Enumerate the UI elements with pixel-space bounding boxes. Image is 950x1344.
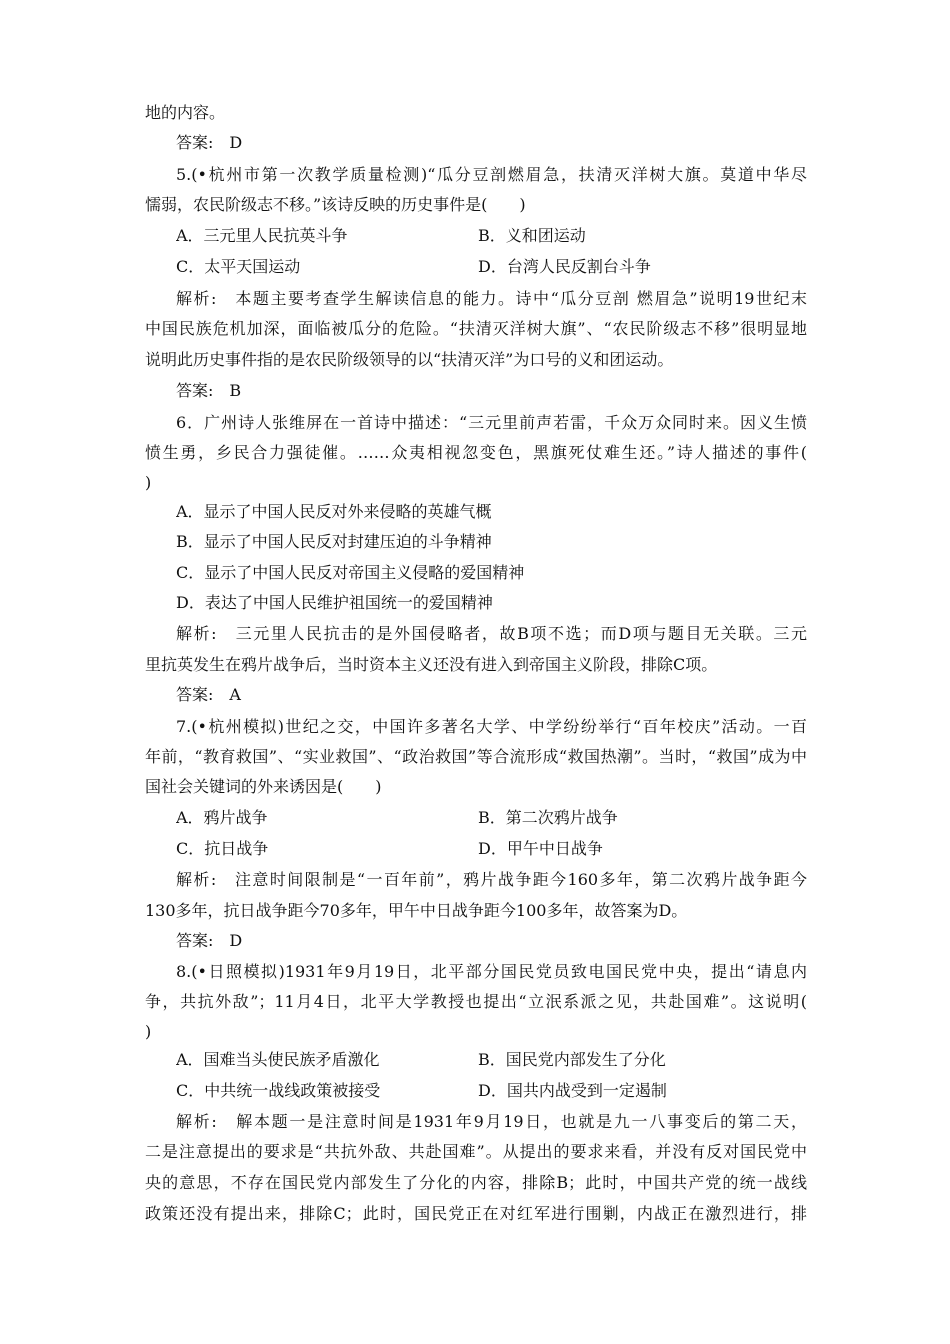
analysis-line: 中国民族危机加深，面临被瓜分的危险。“扶清灭洋树大旗”、“农民阶级志不移”很明显地 bbox=[145, 319, 807, 338]
answer-line: 答案: D bbox=[176, 931, 243, 950]
option-b: B．义和团运动 bbox=[478, 226, 586, 245]
analysis-line: 解析: 注意时间限制是“一百年前”，鸦片战争距今160多年，第二次鸦片战争距今 bbox=[176, 870, 807, 889]
option-d: D．国共内战受到一定遏制 bbox=[478, 1081, 667, 1100]
analysis-line: 解析: 解本题一是注意时间是1931年9月19日，也就是九一八事变后的第二天， bbox=[176, 1112, 807, 1131]
answer-line: 答案: D bbox=[176, 133, 243, 152]
text-line: 地的内容。 bbox=[145, 103, 226, 122]
option-b: B．第二次鸦片战争 bbox=[478, 808, 618, 827]
option-d: D．甲午中日战争 bbox=[478, 839, 603, 858]
question-8-stem: 8.(•日照模拟)1931年9月19日，北平部分国民党员致电国民党中央，提出“请息内 bbox=[176, 962, 807, 981]
analysis-line: 130多年，抗日战争距今70多年，甲午中日战争距今100多年，故答案为D。 bbox=[145, 901, 688, 920]
answer-line: 答案: A bbox=[176, 685, 241, 704]
option-c: C．中共统一战线政策被接受 bbox=[176, 1081, 381, 1100]
question-7-stem-cont: 年前，“教育救国”、“实业救国”、“政治救国”等合流形成“救国热潮”。当时，“救国”成为中 bbox=[145, 747, 807, 766]
option-a: A．鸦片战争 bbox=[176, 808, 268, 827]
analysis-line: 解析: 三元里人民抗击的是外国侵略者，故B项不选；而D项与题目无关联。三元 bbox=[176, 624, 807, 643]
option-a: A．显示了中国人民反对外来侵略的英雄气概 bbox=[176, 502, 492, 521]
question-6-stem: 6．广州诗人张维屏在一首诗中描述：“三元里前声若雷，千众万众同时来。因义生愤 bbox=[176, 413, 807, 432]
analysis-line: 央的意思，不存在国民党内部发生了分化的内容，排除B；此时，中国共产党的统一战线 bbox=[145, 1173, 807, 1192]
option-a: A．国难当头使民族矛盾激化 bbox=[176, 1050, 380, 1069]
analysis-line: 说明此历史事件指的是农民阶级领导的以“扶清灭洋”为口号的义和团运动。 bbox=[145, 350, 674, 369]
option-b: B．显示了中国人民反对封建压迫的斗争精神 bbox=[176, 532, 492, 551]
analysis-line: 解析: 本题主要考查学生解读信息的能力。诗中“瓜分豆剖 燃眉急”说明19世纪末 bbox=[176, 289, 807, 308]
answer-line: 答案: B bbox=[176, 381, 242, 400]
question-7-stem-cont: 国社会关键词的外来诱因是( ) bbox=[145, 777, 382, 796]
option-d: D．表达了中国人民维护祖国统一的爱国精神 bbox=[176, 593, 493, 612]
question-6-stem-cont: ) bbox=[145, 473, 152, 492]
analysis-line: 二是注意提出的要求是“共抗外敌、共赴国难”。从提出的要求来看，并没有反对国民党中 bbox=[145, 1142, 807, 1161]
option-c: C．显示了中国人民反对帝国主义侵略的爱国精神 bbox=[176, 563, 525, 582]
question-5-stem-cont: 懦弱，农民阶级志不移。”该诗反映的历史事件是( ) bbox=[145, 195, 526, 214]
analysis-line: 政策还没有提出来，排除C；此时，国民党正在对红军进行围剿，内战正在激烈进行，排 bbox=[145, 1204, 807, 1223]
question-8-stem-cont: ) bbox=[145, 1022, 152, 1041]
option-a: A．三元里人民抗英斗争 bbox=[176, 226, 348, 245]
question-5-stem: 5.(•杭州市第一次教学质量检测)“瓜分豆剖燃眉急，扶清灭洋树大旗。莫道中华尽 bbox=[176, 165, 807, 184]
question-8-stem-cont: 争，共抗外敌”；11月4日，北平大学教授也提出“立泯系派之见，共赴国难”。这说明( bbox=[145, 992, 807, 1011]
option-c: C．太平天国运动 bbox=[176, 257, 301, 276]
question-7-stem: 7.(•杭州模拟)世纪之交，中国许多著名大学、中学纷纷举行“百年校庆”活动。一百 bbox=[176, 717, 807, 736]
option-d: D．台湾人民反割台斗争 bbox=[478, 257, 651, 276]
option-c: C．抗日战争 bbox=[176, 839, 269, 858]
analysis-line: 里抗英发生在鸦片战争后，当时资本主义还没有进入到帝国主义阶段，排除C项。 bbox=[145, 655, 718, 674]
option-b: B．国民党内部发生了分化 bbox=[478, 1050, 666, 1069]
question-6-stem-cont: 愤生勇，乡民合力强徒催。……众夷相视忽变色，黑旗死仗难生还。”诗人描述的事件( bbox=[145, 443, 807, 462]
